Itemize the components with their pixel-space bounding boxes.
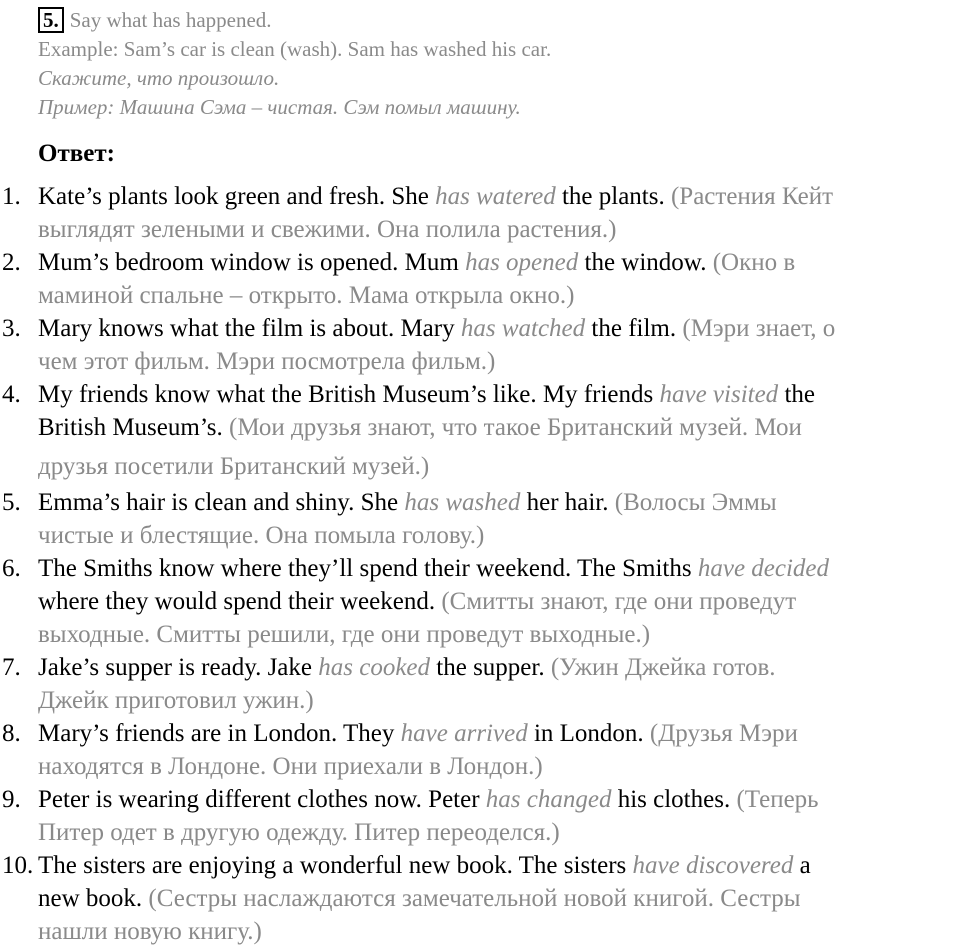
task-example-ru: Пример: Машина Сэма – чистая. Сэм помыл машину. (38, 95, 521, 119)
sentence-text: new book. (38, 885, 143, 912)
sentence-text: the film. (585, 315, 677, 342)
translation-text: (Смитты знают, где они проведут (435, 588, 797, 615)
sentence-text: My friends know what the British Museum’s like. My friends (38, 381, 660, 408)
translation-text: (Сестры наслаждаются замечательной новой книгой. Сестры (142, 885, 801, 912)
sentence-text: Jake’s supper is ready. Jake (38, 654, 319, 681)
answer-verb: have arrived (400, 720, 528, 747)
sentence-text: The sisters are enjoying a wonderful new book. The sisters (38, 852, 633, 879)
task-instruction-ru: Скажите, что произошло. (38, 66, 280, 90)
translation-text: (Теперь (730, 786, 819, 813)
item-number: 8. (2, 720, 21, 747)
sentence-text: the plants. (555, 183, 665, 210)
sentence-text: in London. (527, 720, 644, 747)
sentence-text: where they would spend their weekend. (38, 588, 436, 615)
sentence-text: Mary knows what the film is about. Mary (38, 315, 461, 342)
translation-text: Питер одет в другую одежду. Питер переоделся.) (38, 819, 560, 846)
translation-text: маминой спальне – открыто. Мама открыла окно.) (38, 282, 575, 309)
answer-verb: has washed (404, 489, 521, 516)
translation-text: (Друзья Мэри (643, 720, 798, 747)
task-header (38, 6, 551, 122)
sentence-text: Mum’s bedroom window is opened. Mum (38, 249, 466, 276)
translation-text: (Растения Кейт (664, 183, 834, 210)
sentence-text: the supper. (430, 654, 545, 681)
item-number: 3. (2, 315, 21, 342)
item-number: 7. (2, 654, 21, 681)
translation-text: находятся в Лондоне. Они приехали в Лондон.) (38, 753, 543, 780)
translation-text: (Волосы Эммы (608, 489, 777, 516)
item-number: 1. (2, 183, 21, 210)
task-example: Example: Sam’s car is clean (wash). Sam has washed his car. (38, 37, 552, 61)
answer-verb: have decided (697, 555, 830, 582)
sentence-text: the (778, 381, 815, 408)
answer-verb: has cooked (318, 654, 431, 681)
translation-text: чистые и блестящие. Она помыла голову.) (38, 522, 485, 549)
translation-text: выходные. Смитты решили, где они проведут выходные.) (38, 621, 651, 648)
item-number: 10. (2, 852, 34, 879)
item-number: 6. (2, 555, 21, 582)
item-number: 4. (2, 381, 21, 408)
answer-verb: has opened (465, 249, 579, 276)
sentence-text: the window. (578, 249, 707, 276)
answer-heading: Ответ: (38, 140, 115, 167)
item-number: 9. (2, 786, 21, 813)
translation-text: (Мэри знает, о (676, 315, 836, 342)
item-number: 2. (2, 249, 21, 276)
translation-text: друзья посетили Британский музей.) (38, 453, 430, 480)
translation-text: выглядят зелеными и свежими. Она полила растения.) (38, 216, 617, 243)
task-instruction-line (38, 6, 551, 35)
sentence-text: her hair. (520, 489, 609, 516)
sentence-text: Mary’s friends are in London. They (38, 720, 401, 747)
sentence-text: The Smiths know where they’ll spend their weekend. The Smiths (38, 555, 698, 582)
answer-verb: has watched (460, 315, 586, 342)
translation-text: нашли новую книгу.) (38, 918, 262, 945)
sentence-text: his clothes. (611, 786, 731, 813)
translation-text: (Ужин Джейка готов. (544, 654, 776, 681)
translation-text: чем этот фильм. Мэри посмотрела фильм.) (38, 348, 496, 375)
sentence-text: a (793, 852, 811, 879)
answer-verb: have visited (659, 381, 779, 408)
translation-text: (Окно в (706, 249, 796, 276)
sentence-text: Peter is wearing different clothes now. Peter (38, 786, 486, 813)
translation-text: (Мои друзья знают, что такое Британский музей. Мои (222, 414, 802, 441)
task-number: 5. (38, 7, 64, 33)
sentence-text: British Museum’s. (38, 414, 223, 441)
answer-verb: have discovered (632, 852, 794, 879)
sentence-text: Kate’s plants look green and fresh. She (38, 183, 436, 210)
translation-text: Джейк приготовил ужин.) (38, 687, 314, 714)
item-number: 5. (2, 489, 21, 516)
answer-verb: has changed (485, 786, 612, 813)
task-instruction: Say what has happened. (69, 8, 272, 32)
answer-verb: has watered (435, 183, 556, 210)
sentence-text: Emma’s hair is clean and shiny. She (38, 489, 405, 516)
